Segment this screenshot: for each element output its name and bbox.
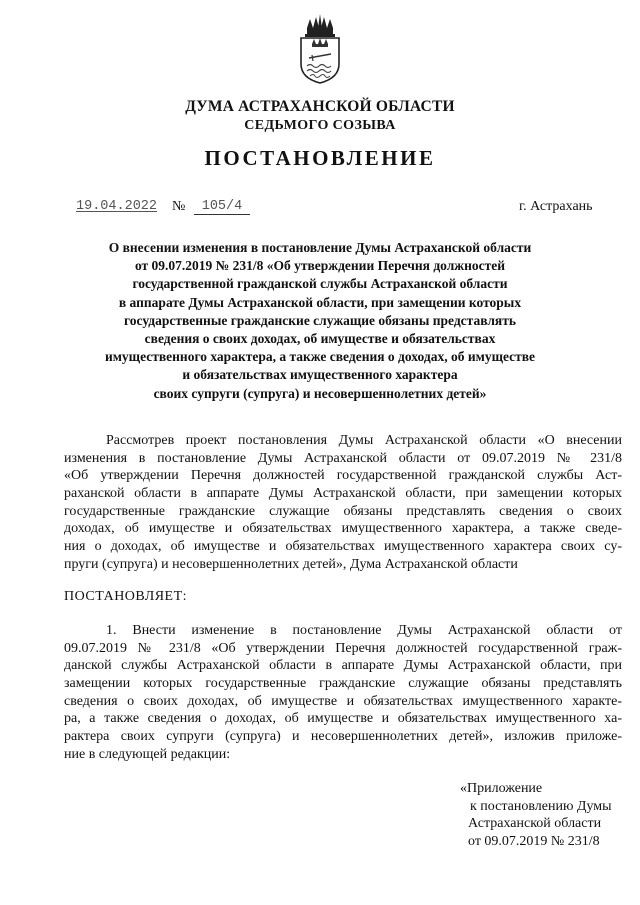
item-line: ра, а также сведения о доходах, об имуществе и обязательствах имущественного ха- xyxy=(64,711,622,727)
preamble-line: доходах, об имуществе и обязательствах имущественного характера, а также сведе- xyxy=(64,521,622,537)
subject-line: государственные гражданские служащие обязаны представлять xyxy=(124,312,516,328)
appendix-line: Астраханской области xyxy=(468,816,602,831)
appendix-line: к постановлению Думы xyxy=(470,798,612,814)
subject-line: от 09.07.2019 № 231/8 «Об утверждении Перечня должностей xyxy=(134,258,506,274)
item-line: 1. Внести изменение в постановление Думы Астраханской области от xyxy=(106,623,622,638)
appendix-header xyxy=(460,780,612,850)
preamble-line: ния о доходах, об имуществе и обязательствах имущественного характера своих су- xyxy=(64,539,622,555)
preamble-line: государственные гражданские служащие обязаны представлять сведения о своих xyxy=(64,503,622,519)
resolves-heading: ПОСТАНОВЛЯЕТ: xyxy=(64,589,188,604)
subject-line: сведения о своих доходах, об имуществе и обязательствах xyxy=(144,331,496,347)
org-name: ДУМА АСТРАХАНСКОЙ ОБЛАСТИ xyxy=(185,98,455,115)
org-convocation: СЕДЬМОГО СОЗЫВА xyxy=(244,118,396,133)
subject-line: своих супруги (супруга) и несовершеннолетних детей» xyxy=(153,385,487,401)
item-line: замещении которых государственные гражданские служащие обязаны представлять xyxy=(64,676,622,692)
preamble-line: Рассмотрев проект постановления Думы Астраханской области «О внесении xyxy=(106,433,622,448)
item-line: данской службы Астраханской области в аппарате Думы Астраханской области, при xyxy=(64,658,622,674)
document-date: 19.04.2022 xyxy=(76,199,158,214)
subject-line: и обязательствах имущественного характера xyxy=(182,367,458,383)
appendix-line: от 09.07.2019 № 231/8 xyxy=(468,833,600,849)
item-line: 09.07.2019 № 231/8 «Об утверждении Перечня должностей государственной граж- xyxy=(64,640,622,656)
document-subject xyxy=(60,239,580,403)
preamble-line: изменения в постановление Думы Астраханской области от 09.07.2019 № 231/8 xyxy=(64,450,622,466)
subject-line: государственной гражданской службы Астраханской области xyxy=(132,276,508,292)
subject-line: в аппарате Думы Астраханской области, при замещении которых xyxy=(118,294,522,310)
document-number: 105/4 xyxy=(194,199,250,215)
preamble-line: раханской области в аппарате Думы Астраханской области, при замещении которых xyxy=(64,486,622,502)
subject-line: О внесении изменения в постановление Думы Астраханской области xyxy=(108,240,532,255)
item-line: ние в следующей редакции: xyxy=(64,746,231,762)
astrakhan-coat-of-arms-icon xyxy=(295,14,345,84)
preamble-line: пруги (супруга) и несовершеннолетних детей», Дума Астраханской области xyxy=(64,556,518,572)
document-type-title: ПОСТАНОВЛЕНИЕ xyxy=(204,146,436,170)
preamble-line: «Об утверждении Перечня должностей государственной гражданской службы Аст- xyxy=(64,468,622,484)
document-city: г. Астрахань xyxy=(519,199,593,214)
item-1-paragraph xyxy=(64,622,622,764)
subject-line: имущественного характера, а также сведения о доходах, об имуществе xyxy=(104,349,536,365)
preamble-paragraph xyxy=(64,432,622,574)
appendix-line: «Приложение xyxy=(460,781,543,796)
number-sign: № xyxy=(172,199,186,214)
item-line: сведения о своих доходах, об имуществе и обязательствах имущественного характе- xyxy=(64,693,622,709)
item-line: рактера своих супруги (супруга) и несовершеннолетних детей», изложив приложе- xyxy=(64,729,622,745)
